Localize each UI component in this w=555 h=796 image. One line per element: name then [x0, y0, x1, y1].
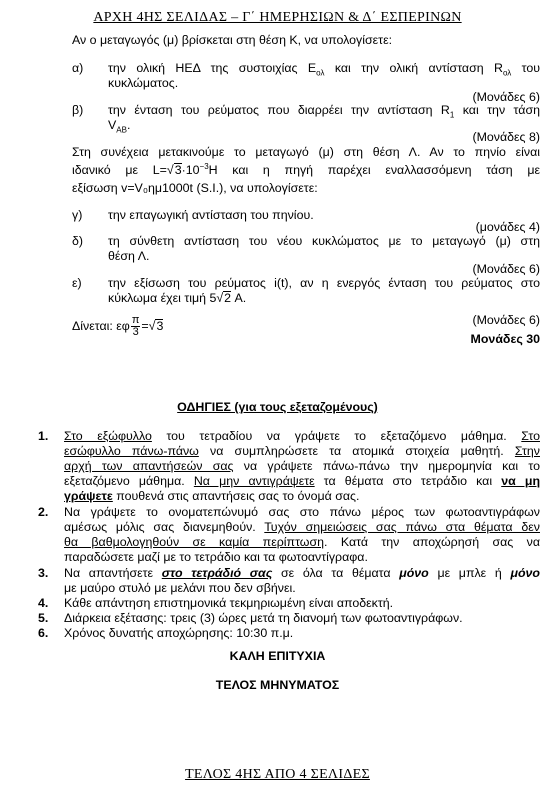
page-footer: ΤΕΛΟΣ 4ΗΣ ΑΠΟ 4 ΣΕΛΙΔΕΣ [185, 767, 370, 782]
marks: (Μονάδες 6) [472, 90, 540, 104]
given-formula: Δίνεται: εφ $\frac{\pi}{3}$ =√3 [72, 314, 164, 339]
question-label: δ) [72, 234, 84, 248]
question-text: κύκλωμα έχει τιμή 5√2 A. [108, 291, 247, 305]
sqrt-symbol: √ [148, 319, 156, 333]
instruction-number: 5. [38, 611, 49, 625]
instruction-line: εξεταζόμενο μάθημα. Να μην αντιγράψετε τα θέματα στο τετράδιο και να μη [64, 474, 541, 488]
intro-text: Αν ο μεταγωγός (μ) βρίσκεται στη θέση Κ, να υπολογίσετε: [72, 33, 393, 47]
instruction-line: Διάρκεια εξέτασης: τρεις (3) ώρες μετά τη διανομή των φωτοαντιγράφων. [64, 611, 463, 625]
total-marks: Μονάδες 30 [470, 332, 540, 346]
question-text: την εξίσωση του ρεύματος i(t), αν η ενεργός ένταση του ρεύματος στο [108, 276, 540, 290]
question-text: την ολική ΗΕΔ της συστοιχίας $E_{o\lambda}$ και την ολική αντίσταση $R_{o\lambda}$ του [108, 61, 540, 78]
instruction-line: αρχή των απαντήσεών σας να γράψετε πάνω-πάνω την ημερομηνία και το [64, 459, 541, 473]
question-text: την επαγωγική αντίσταση του πηνίου. [108, 208, 314, 222]
paragraph-line: εξίσωση v=V₀ημ1000t (S.I.), να υπολογίσετε: [72, 181, 318, 195]
question-label: γ) [72, 208, 83, 222]
question-text: $V_{AB}$. [108, 118, 131, 135]
instruction-number: 3. [38, 566, 49, 580]
sqrt-symbol: √ [166, 163, 174, 177]
instruction-line: θα βαθμολογηθούν σε καμία περίπτωση. Κατά την αποχώρησή σας να [64, 535, 541, 549]
instruction-line: Να απαντήσετε στο τετράδιό σας σε όλα τα θέματα μόνο με μπλε ή μόνο [64, 566, 540, 580]
instruction-line: παραδώσετε μαζί με το τετράδιο και τα φωτοαντίγραφα. [64, 550, 368, 564]
sqrt-symbol: √ [216, 291, 224, 305]
fraction: $\frac{\pi}{3}$ [131, 314, 140, 339]
question-label: α) [72, 61, 84, 75]
instruction-number: 2. [38, 505, 49, 519]
good-luck-text: ΚΑΛΗ ΕΠΙΤΥΧΙΑ [229, 649, 326, 663]
paragraph-line: Στη συνέχεια μετακινούμε το μεταγωγό (μ) στη θέση Λ. Αν το πηνίο είναι [72, 145, 540, 159]
instruction-line: Χρόνος δυνατής αποχώρησης: 10:30 π.μ. [64, 626, 294, 640]
marks: (Μονάδες 6) [472, 313, 540, 327]
instruction-line: αμέσως μόλις σας διανεμηθούν. Τυχόν σημειώσεις σας πάνω στα θέματα δεν [64, 520, 540, 534]
question-label: ε) [72, 276, 82, 290]
instruction-line: Κάθε απάντηση επιστημονικά τεκμηριωμένη είναι αποδεκτή. [64, 596, 394, 610]
instruction-line: με μαύρο στυλό με μελάνι που δεν σβήνει. [64, 581, 296, 595]
instruction-line: Στο εξώφυλλο του τετραδίου να γράψετε το εξεταζόμενο μάθημα. Στο [64, 429, 540, 443]
question-text: τη σύνθετη αντίσταση του νέου κυκλώματος με το μεταγωγό (μ) στη [108, 234, 540, 248]
instruction-line: εσώφυλλο πάνω-πάνω να συμπληρώσετε τα ατομικά στοιχεία μαθητή. Στην [64, 444, 540, 458]
instruction-line: γράψετε πουθενά στις απαντήσεις σας το όνομά σας. [64, 489, 360, 503]
marks: (μονάδες 4) [475, 220, 540, 234]
question-text: κυκλώματος. [108, 76, 179, 90]
end-message-text: ΤΕΛΟΣ ΜΗΝΥΜΑΤΟΣ [215, 678, 340, 692]
instructions-title: ΟΔΗΓΙΕΣ (για τους εξεταζομένους) [177, 400, 378, 414]
question-text: θέση Λ. [108, 249, 150, 263]
page-header: ΑΡΧΗ 4ΗΣ ΣΕΛΙΔΑΣ – Γ΄ ΗΜΕΡΗΣΙΩΝ & Δ΄ ΕΣΠΕΡΙΝΩΝ [93, 10, 462, 25]
instruction-number: 1. [38, 429, 49, 443]
instruction-number: 4. [38, 596, 49, 610]
question-text: την ένταση του ρεύματος που διαρρέει την αντίσταση $R_1$ και την τάση [108, 103, 540, 120]
paragraph-line: ιδανικό με $L=√3\cdot 10^{-3}H$ και η πηγή παρέχει εναλλασσόμενη τάση με [72, 161, 540, 177]
question-label: β) [72, 103, 84, 117]
instruction-number: 6. [38, 626, 49, 640]
instruction-line: Να γράψετε το ονοματεπώνυμό σας στο πάνω μέρος των φωτοαντιγράφων [64, 505, 540, 519]
marks: (Μονάδες 6) [472, 262, 540, 276]
marks: (Μονάδες 8) [472, 130, 540, 144]
